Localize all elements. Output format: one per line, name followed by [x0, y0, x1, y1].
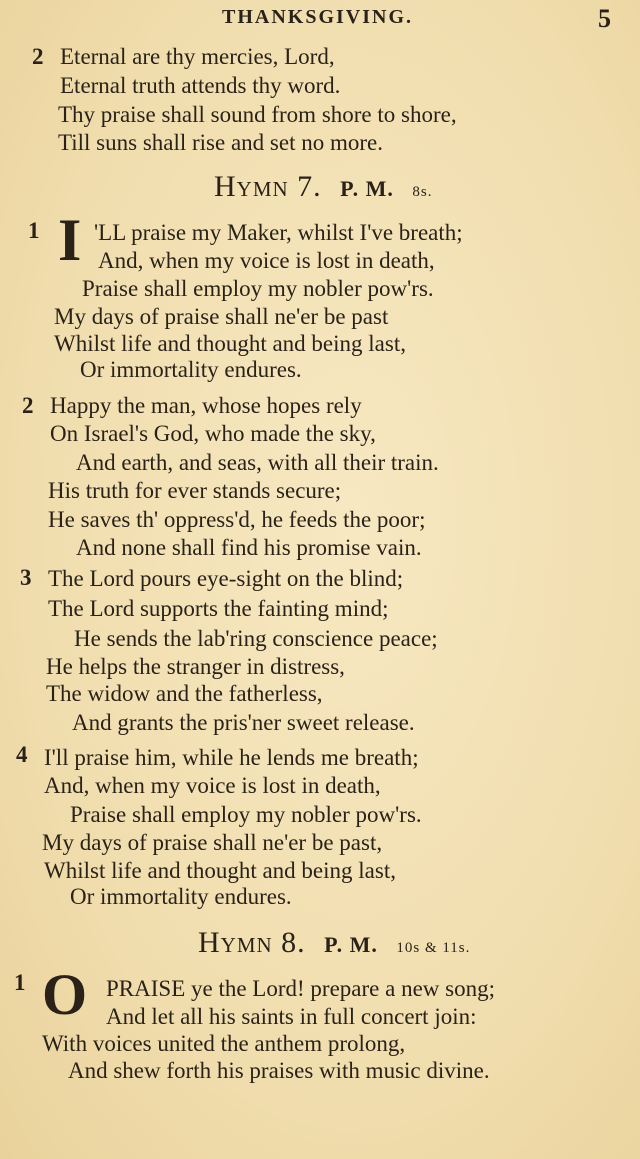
- verse-number: 1: [28, 218, 40, 243]
- verse-line: And, when my voice is lost in death,: [44, 773, 381, 798]
- verse-line: I'll praise him, while he lends me breath;: [44, 745, 419, 770]
- verse-line: Or immortality endures.: [80, 357, 302, 382]
- hymn-heading: [198, 926, 470, 960]
- verse-line: Happy the man, whose hopes rely: [50, 393, 362, 418]
- verse-line: 'LL praise my Maker, whilst I've breath;: [94, 220, 463, 245]
- verse-line: He saves th' oppress'd, he feeds the poor;: [48, 507, 426, 532]
- page-number: 5: [598, 4, 611, 33]
- verse-line: Praise shall employ my nobler pow'rs.: [70, 802, 422, 827]
- verse-line: Or immortality endures.: [70, 884, 292, 909]
- verse-line: Whilst life and thought and being last,: [44, 858, 396, 883]
- hymn-meter-detail: 8s.: [412, 184, 433, 200]
- verse-line: My days of praise shall ne'er be past: [54, 304, 389, 329]
- verse-line: And shew forth his praises with music divine.: [68, 1058, 490, 1083]
- verse-line: PRAISE ye the Lord! prepare a new song;: [106, 976, 495, 1001]
- verse-line: Whilst life and thought and being last,: [54, 331, 406, 356]
- verse-number: 2: [32, 44, 44, 69]
- hymn-meter: P. M.: [324, 932, 378, 957]
- verse-line: The widow and the fatherless,: [46, 681, 323, 706]
- verse-line: Eternal truth attends thy word.: [60, 73, 341, 98]
- verse-line: Praise shall employ my nobler pow'rs.: [82, 276, 434, 301]
- verse-line: He sends the lab'ring conscience peace;: [74, 626, 438, 651]
- drop-cap: I: [58, 207, 82, 273]
- verse-number: 3: [20, 565, 32, 590]
- verse-line: And, when my voice is lost in death,: [98, 248, 435, 273]
- verse-line: On Israel's God, who made the sky,: [50, 421, 376, 446]
- verse-line: And let all his saints in full concert join:: [106, 1004, 477, 1029]
- verse-line: And grants the pris'ner sweet release.: [72, 710, 415, 735]
- verse-line: And earth, and seas, with all their train.: [76, 450, 439, 475]
- verse-line: Thy praise shall sound from shore to shore,: [58, 102, 457, 127]
- hymn-heading-word: Hymn: [198, 926, 273, 959]
- verse-line: And none shall find his promise vain.: [76, 535, 422, 560]
- verse-line: With voices united the anthem prolong,: [42, 1031, 406, 1056]
- verse-number: 2: [22, 393, 34, 418]
- verse-line: Till suns shall rise and set no more.: [58, 130, 383, 155]
- hymn-heading: [214, 170, 432, 204]
- verse-line: His truth for ever stands secure;: [48, 478, 342, 503]
- verse-line: The Lord pours eye-sight on the blind;: [48, 566, 404, 591]
- running-head: [0, 4, 640, 33]
- hymn-meter-detail: 10s & 11s.: [396, 940, 471, 956]
- hymn-meter: P. M.: [340, 176, 394, 201]
- running-title: THANKSGIVING.: [222, 6, 414, 28]
- verse-number: 1: [14, 970, 26, 995]
- verse-line: Eternal are thy mercies, Lord,: [60, 44, 335, 69]
- hymn-heading-word: Hymn: [214, 170, 289, 203]
- hymn-heading-number: 7.: [297, 170, 322, 203]
- drop-cap: O: [42, 962, 88, 1027]
- verse-line: My days of praise shall ne'er be past,: [42, 830, 383, 855]
- hymn-heading-number: 8.: [281, 926, 306, 959]
- verse-number: 4: [16, 742, 28, 767]
- verse-line: He helps the stranger in distress,: [46, 654, 345, 679]
- verse-line: The Lord supports the fainting mind;: [48, 596, 389, 621]
